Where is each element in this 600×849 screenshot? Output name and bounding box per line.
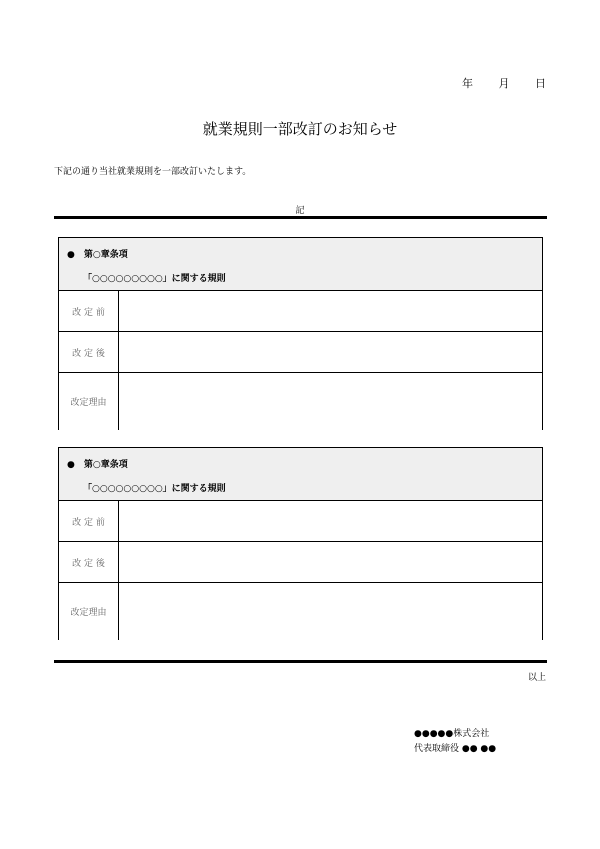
top-divider [54,216,547,219]
row-after [59,332,542,373]
row-label: 改 定 前 [59,501,119,541]
revision-section-1 [58,237,543,430]
row-value [119,501,542,541]
row-label: 改定理由 [59,583,119,640]
section-header [59,448,542,501]
date-day: 日 [535,77,546,90]
representative-name: 代表取締役 ●● ●● [414,744,497,754]
row-before [59,501,542,542]
section-header [59,238,542,291]
document-title: 就業規則一部改訂のお知らせ [202,120,398,138]
row-value [119,291,542,331]
company-name: ●●●●●株式会社 [414,729,490,739]
bottom-divider [54,660,547,663]
row-value [119,373,542,430]
section-heading: ● 第○章条項 [67,250,128,260]
revision-section-2 [58,447,543,640]
row-label: 改 定 後 [59,542,119,582]
section-subheading: 「○○○○○○○○○」に関する規則 [83,484,226,494]
section-subheading: 「○○○○○○○○○」に関する規則 [83,274,226,284]
ki-marker: 記 [295,206,305,216]
row-reason [59,373,542,430]
date-line [440,75,546,91]
date-year: 年 [462,77,473,90]
row-before [59,291,542,332]
closing-text: 以上 [527,673,546,683]
row-value [119,583,542,640]
row-label: 改 定 後 [59,332,119,372]
section-heading: ● 第○章条項 [67,460,128,470]
row-label: 改 定 前 [59,291,119,331]
intro-text: 下記の通り当社就業規則を一部改訂いたします。 [54,167,252,177]
row-after [59,542,542,583]
row-value [119,542,542,582]
row-label: 改定理由 [59,373,119,430]
row-value [119,332,542,372]
row-reason [59,583,542,640]
date-month: 月 [498,77,510,90]
